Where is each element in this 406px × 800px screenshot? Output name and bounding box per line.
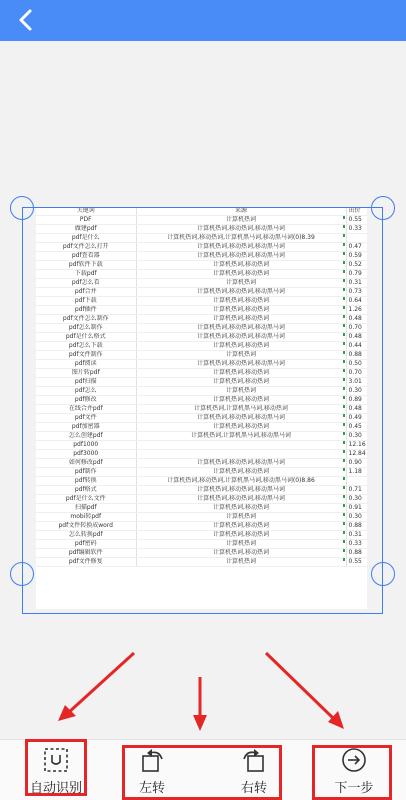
table-row: [36, 477, 367, 486]
source-cell: 计算机热词,移动热词: [136, 396, 346, 405]
table-row: [36, 288, 367, 297]
source-cell: 计算机热词,移动热词: [136, 315, 346, 324]
table-row: [36, 414, 367, 423]
rotate-right-button[interactable]: [234, 747, 274, 796]
keyword-table: [36, 207, 367, 567]
source-cell: 计算机热词,移动热词: [136, 522, 346, 531]
cell-flag-icon: [343, 450, 345, 453]
auto-detect-button[interactable]: [26, 747, 86, 796]
table-row: [36, 513, 367, 522]
bid-cell: 0.48: [346, 333, 367, 342]
table-row: [36, 450, 367, 459]
arrow-down-left-icon: [52, 649, 142, 725]
auto-detect-icon: [43, 747, 69, 773]
bid-cell: 0.64: [346, 297, 367, 306]
cell-flag-icon: [343, 261, 345, 264]
table-row: [36, 351, 367, 360]
bid-cell: [346, 477, 367, 486]
table-row: [36, 369, 367, 378]
source-cell: 计算机热词,移动热词: [136, 297, 346, 306]
keyword-cell: pdf合并: [36, 288, 136, 297]
table-row: [36, 378, 367, 387]
bid-cell: 0.30: [346, 495, 367, 504]
table-row: [36, 531, 367, 540]
cell-flag-icon: [343, 342, 345, 345]
table-row: [36, 396, 367, 405]
cell-flag-icon: [343, 468, 345, 471]
source-cell: 计算机热词,计算机黑马词,移动热词: [136, 405, 346, 414]
keyword-cell: pdf文件转换成word: [36, 522, 136, 531]
table-row: [36, 243, 367, 252]
source-cell: 计算机热词,移动热词,移动黑马词: [136, 252, 346, 261]
table-row: [36, 261, 367, 270]
keyword-cell: pdf扫描: [36, 378, 136, 387]
bid-cell: 0.50: [346, 360, 367, 369]
cell-flag-icon: [343, 324, 345, 327]
bid-cell: 0.55: [346, 558, 367, 567]
source-cell: 计算机热词,移动热词,移动黑马词: [136, 225, 346, 234]
table-row: [36, 252, 367, 261]
chevron-left-icon: [16, 8, 36, 32]
table-row: [36, 342, 367, 351]
keyword-cell: pdf修改: [36, 396, 136, 405]
keyword-cell: pdf转换: [36, 477, 136, 486]
keyword-cell: pdf编辑软件: [36, 549, 136, 558]
table-row: [36, 423, 367, 432]
bid-cell: 0.91: [346, 504, 367, 513]
bid-cell: 0.30: [346, 387, 367, 396]
cell-flag-icon: [343, 216, 345, 219]
cell-flag-icon: [343, 432, 345, 435]
keyword-cell: pdf格式: [36, 486, 136, 495]
keyword-cell: 扫描pdf: [36, 504, 136, 513]
table-row: [36, 540, 367, 549]
table-row: [36, 468, 367, 477]
bid-cell: 0.30: [346, 513, 367, 522]
keyword-cell: 怎么创建pdf: [36, 432, 136, 441]
cell-flag-icon: [343, 243, 345, 246]
cell-flag-icon: [343, 279, 345, 282]
source-cell: 计算机热词,移动热词,移动黑马词: [136, 360, 346, 369]
rotate-left-icon: [139, 747, 165, 773]
bid-cell: 12.16: [346, 441, 367, 450]
bid-cell: 0.55: [346, 216, 367, 225]
keyword-cell: pdf文件怎么制作: [36, 315, 136, 324]
source-cell: 计算机热词,移动热词,计算机黑马词,移动黑马词(0)8.86: [136, 477, 346, 486]
rotate-left-label: 左转: [138, 781, 165, 796]
source-cell: 计算机热词,移动热词: [136, 342, 346, 351]
table-row: [36, 522, 367, 531]
auto-detect-label: 自动识别: [29, 781, 82, 796]
bid-cell: 0.71: [346, 486, 367, 495]
cell-flag-icon: [343, 540, 345, 543]
table-row: [36, 297, 367, 306]
table-row: [36, 558, 367, 567]
keyword-cell: pdf插件: [36, 306, 136, 315]
bid-cell: [346, 234, 367, 243]
keyword-cell: 怎么转换pdf: [36, 531, 136, 540]
source-cell: 计算机热词: [136, 387, 346, 396]
keyword-cell: pdf怎么下载: [36, 342, 136, 351]
bottom-toolbar: [0, 739, 406, 800]
keyword-cell: pdf查看器: [36, 252, 136, 261]
source-cell: 计算机热词,移动热词: [136, 378, 346, 387]
source-cell: 计算机热词,移动热词: [136, 468, 346, 477]
bid-cell: 0.88: [346, 351, 367, 360]
keyword-cell: pdf文件制作: [36, 351, 136, 360]
rotate-left-button[interactable]: [132, 747, 172, 796]
cell-flag-icon: [343, 360, 345, 363]
table-row: [36, 360, 367, 369]
table-row: [36, 486, 367, 495]
source-cell: 计算机热词,移动热词,计算机黑马词,移动黑马词(0)8.39: [136, 234, 346, 243]
bid-cell: 0.48: [346, 405, 367, 414]
bid-cell: 12.84: [346, 450, 367, 459]
source-cell: 计算机热词,移动热词,移动黑马词: [136, 495, 346, 504]
cell-flag-icon: [343, 288, 345, 291]
arrow-down-icon: [190, 675, 210, 733]
next-step-label: 下一步: [334, 781, 374, 796]
source-cell: 计算机热词,移动热词,移动黑马词: [136, 333, 346, 342]
table-row: [36, 504, 367, 513]
keyword-cell: 在线合并pdf: [36, 405, 136, 414]
bid-cell: 0.89: [346, 396, 367, 405]
keyword-cell: 图片转pdf: [36, 369, 136, 378]
arrow-right-circle-icon: [341, 747, 367, 773]
keyword-cell: 下载pdf: [36, 270, 136, 279]
table-row: [36, 279, 367, 288]
cell-flag-icon: [343, 423, 345, 426]
bid-cell: 0.79: [346, 270, 367, 279]
crop-handle-top-left[interactable]: [10, 196, 34, 220]
table-row: [36, 549, 367, 558]
bid-cell: 0.70: [346, 369, 367, 378]
bid-cell: 0.90: [346, 459, 367, 468]
source-cell: 计算机热词,移动热词: [136, 423, 346, 432]
keyword-cell: pdf制作: [36, 468, 136, 477]
table-row: [36, 216, 367, 225]
source-cell: 计算机热词: [136, 279, 346, 288]
source-cell: 计算机热词,移动热词: [136, 369, 346, 378]
cell-flag-icon: [343, 252, 345, 255]
source-cell: 计算机热词: [136, 540, 346, 549]
source-cell: 计算机热词,移动热词,移动黑马词: [136, 459, 346, 468]
bid-cell: 0.47: [346, 243, 367, 252]
source-cell: 计算机热词,移动热词,移动黑马词: [136, 324, 346, 333]
bid-cell: 0.33: [346, 225, 367, 234]
bid-cell: 0.31: [346, 279, 367, 288]
table-row: [36, 459, 367, 468]
cell-flag-icon: [343, 297, 345, 300]
bid-cell: 0.49: [346, 414, 367, 423]
cell-flag-icon: [343, 234, 345, 237]
table-header-row: [36, 207, 367, 216]
source-cell: [136, 450, 346, 459]
cell-flag-icon: [343, 522, 345, 525]
source-cell: 计算机热词,移动热词,移动黑马词: [136, 486, 346, 495]
table-row: [36, 225, 367, 234]
table-row: [36, 306, 367, 315]
bid-cell: 0.48: [346, 315, 367, 324]
rotate-right-icon: [241, 747, 267, 773]
cell-flag-icon: [343, 441, 345, 444]
cell-flag-icon: [343, 495, 345, 498]
table-row: [36, 387, 367, 396]
cell-flag-icon: [343, 504, 345, 507]
cell-flag-icon: [343, 459, 345, 462]
back-button[interactable]: [10, 4, 42, 36]
cell-flag-icon: [343, 477, 345, 480]
table-row: [36, 405, 367, 414]
source-cell: 计算机热词: [136, 558, 346, 567]
keyword-cell: PDF: [36, 216, 136, 225]
cell-flag-icon: [343, 396, 345, 399]
source-cell: 计算机热词: [136, 513, 346, 522]
table-row: [36, 432, 367, 441]
source-cell: 计算机热词,移动热词: [136, 270, 346, 279]
source-cell: 计算机热词,移动热词,移动黑马词: [136, 243, 346, 252]
keyword-cell: 如何修改pdf: [36, 459, 136, 468]
bid-cell: 0.33: [346, 540, 367, 549]
crop-handle-bottom-right[interactable]: [371, 562, 395, 586]
source-cell: 计算机热词,移动热词: [136, 531, 346, 540]
table-row: [36, 270, 367, 279]
source-cell: 计算机热词,移动热词: [136, 504, 346, 513]
bid-cell: 0.52: [346, 261, 367, 270]
crop-handle-top-right[interactable]: [371, 196, 395, 220]
bid-cell: 0.30: [346, 432, 367, 441]
top-bar: [0, 0, 406, 41]
keyword-cell: pdf文件修复: [36, 558, 136, 567]
cell-flag-icon: [343, 531, 345, 534]
keyword-cell: pdf怎么看: [36, 279, 136, 288]
keyword-cell: pdf文件怎么打开: [36, 243, 136, 252]
header-keyword: 关键词: [36, 207, 136, 216]
cell-flag-icon: [343, 558, 345, 561]
keyword-cell: pdf是什么: [36, 234, 136, 243]
keyword-cell: pdf怎么制作: [36, 324, 136, 333]
keyword-cell: pdf是什么格式: [36, 333, 136, 342]
keyword-cell: pdf怎么: [36, 387, 136, 396]
rotate-right-label: 右转: [240, 781, 267, 796]
cell-flag-icon: [343, 405, 345, 408]
table-row: [36, 441, 367, 450]
table-row: [36, 324, 367, 333]
keyword-cell: pdf阅读: [36, 360, 136, 369]
arrow-down-right-icon: [262, 649, 352, 731]
keyword-cell: pdf3000: [36, 450, 136, 459]
bid-cell: 3.01: [346, 378, 367, 387]
source-cell: 计算机热词,移动热词: [136, 306, 346, 315]
cell-flag-icon: [343, 513, 345, 516]
header-bid: 出价: [346, 207, 367, 216]
preview-area: [0, 41, 406, 739]
keyword-cell: mobi转pdf: [36, 513, 136, 522]
bid-cell: 1.26: [346, 306, 367, 315]
bid-cell: 0.31: [346, 531, 367, 540]
keyword-cell: pdf文件: [36, 414, 136, 423]
source-cell: 计算机热词,计算机黑马词,移动黑马词: [136, 432, 346, 441]
cell-flag-icon: [343, 270, 345, 273]
keyword-cell: 做建pdf: [36, 225, 136, 234]
source-cell: 计算机热词,移动热词,移动黑马词: [136, 288, 346, 297]
cell-flag-icon: [343, 315, 345, 318]
keyword-cell: pdf密码: [36, 540, 136, 549]
table-row: [36, 333, 367, 342]
source-cell: 计算机热词: [136, 216, 346, 225]
source-cell: 计算机热词,移动热词,移动黑马词: [136, 414, 346, 423]
cell-flag-icon: [343, 225, 345, 228]
cell-flag-icon: [343, 306, 345, 309]
cell-flag-icon: [343, 486, 345, 489]
source-cell: 计算机热词,移动热词: [136, 261, 346, 270]
cell-flag-icon: [343, 369, 345, 372]
keyword-cell: pdf加密器: [36, 423, 136, 432]
cell-flag-icon: [343, 333, 345, 336]
bid-cell: 0.70: [346, 324, 367, 333]
keyword-cell: pdf下载: [36, 297, 136, 306]
cell-flag-icon: [343, 387, 345, 390]
next-step-button[interactable]: [324, 747, 384, 796]
bid-cell: 0.45: [346, 423, 367, 432]
cell-flag-icon: [343, 378, 345, 381]
keyword-cell: pdf1000: [36, 441, 136, 450]
bid-cell: 0.73: [346, 288, 367, 297]
table-row: [36, 315, 367, 324]
source-cell: 计算机热词,移动热词: [136, 549, 346, 558]
bid-cell: 0.88: [346, 549, 367, 558]
table-row: [36, 234, 367, 243]
cell-flag-icon: [343, 414, 345, 417]
bid-cell: 0.88: [346, 522, 367, 531]
crop-handle-bottom-left[interactable]: [10, 562, 34, 586]
bid-cell: 1.18: [346, 468, 367, 477]
document-preview: [36, 207, 367, 609]
cell-flag-icon: [343, 351, 345, 354]
source-cell: [136, 441, 346, 450]
bid-cell: 0.59: [346, 252, 367, 261]
cell-flag-icon: [343, 549, 345, 552]
table-row: [36, 495, 367, 504]
source-cell: 计算机热词: [136, 351, 346, 360]
keyword-cell: pdf是什么文件: [36, 495, 136, 504]
keyword-cell: pdf软件下载: [36, 261, 136, 270]
header-source: 来源: [136, 207, 346, 216]
bid-cell: 0.44: [346, 342, 367, 351]
